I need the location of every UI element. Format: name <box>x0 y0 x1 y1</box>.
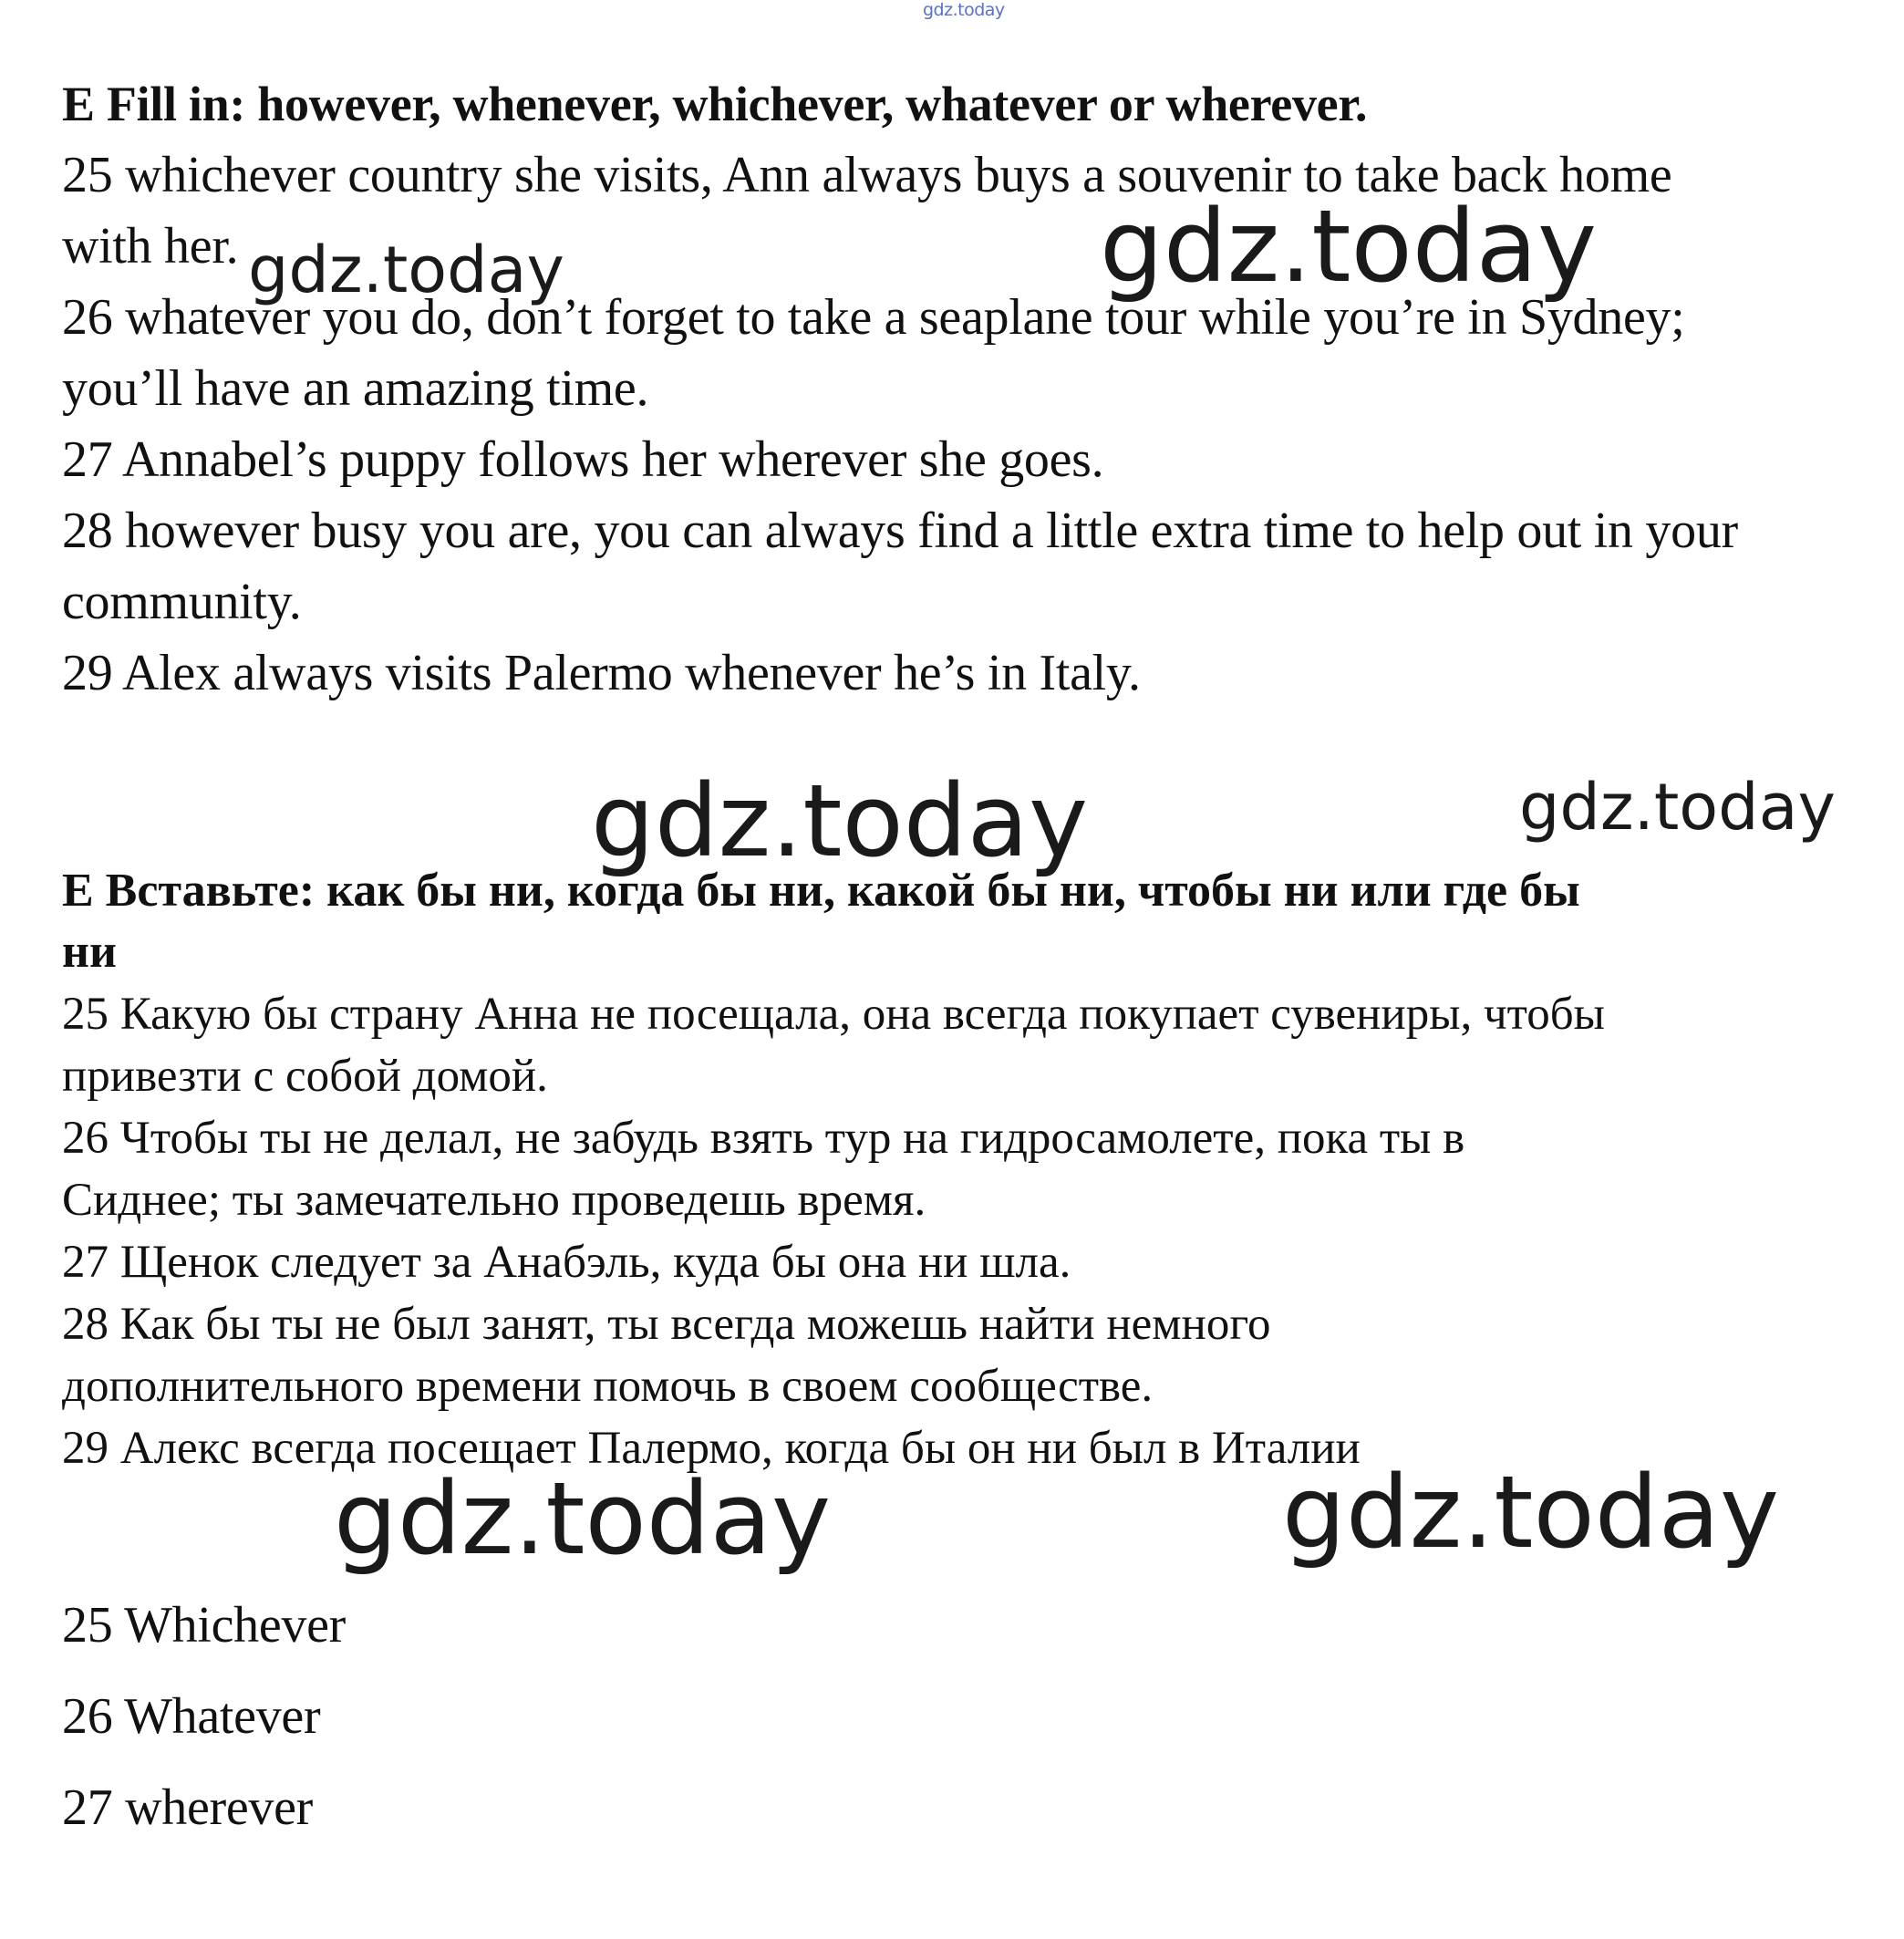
russian-line: 28 Как бы ты не был занят, ты всегда можешь найти немного <box>62 1299 1271 1350</box>
english-line: 29 Alex always visits Palermo whenever he’s in Italy. <box>62 645 1141 701</box>
english-line: 26 whatever you do, don’t forget to take a seaplane tour while you’re in Sydney; <box>62 289 1685 346</box>
watermark-text: gdz.today <box>1282 1454 1780 1571</box>
site-watermark-top: gdz.today <box>923 0 1005 20</box>
english-line: community. <box>62 574 302 630</box>
watermark-text: gdz.today <box>248 233 564 307</box>
answer-item: 26 Whatever <box>62 1688 321 1745</box>
watermark-text: gdz.today <box>1519 770 1836 845</box>
russian-line: дополнительного времени помочь в своем сообществе. <box>62 1361 1154 1412</box>
russian-line: 29 Алекс всегда посещает Палермо, когда бы он ни был в Италии <box>62 1423 1361 1474</box>
watermark-text: gdz.today <box>591 762 1089 879</box>
russian-line: 27 Щенок следует за Анабэль, куда бы она ни шла. <box>62 1237 1071 1288</box>
english-line: 27 Annabel’s puppy follows her wherever she goes. <box>62 431 1104 488</box>
answer-item: 25 Whichever <box>62 1597 347 1654</box>
english-heading: E Fill in: however, whenever, whichever, whatever or wherever. <box>62 77 1368 131</box>
russian-line: 25 Какую бы страну Анна не посещала, она всегда покупает сувениры, чтобы <box>62 989 1605 1040</box>
russian-heading: ни <box>62 926 117 978</box>
english-line: 25 whichever country she visits, Ann always buys a souvenir to take back home <box>62 147 1672 203</box>
russian-line: 26 Чтобы ты не делал, не забудь взять тур на гидросамолете, пока ты в <box>62 1113 1465 1164</box>
russian-heading: Е Вставьте: как бы ни, когда бы ни, какой бы ни, чтобы ни или где бы <box>62 865 1580 917</box>
answer-item: 27 wherever <box>62 1779 314 1836</box>
english-line: 28 however busy you are, you can always find a little extra time to help out in your <box>62 503 1738 559</box>
russian-line: Сиднее; ты замечательно проведешь время. <box>62 1175 926 1226</box>
english-line: you’ll have an amazing time. <box>62 360 649 417</box>
watermark-text: gdz.today <box>1100 188 1598 305</box>
watermark-text: gdz.today <box>334 1460 832 1577</box>
russian-line: привезти с собой домой. <box>62 1051 548 1102</box>
english-line: with her. <box>62 218 239 275</box>
